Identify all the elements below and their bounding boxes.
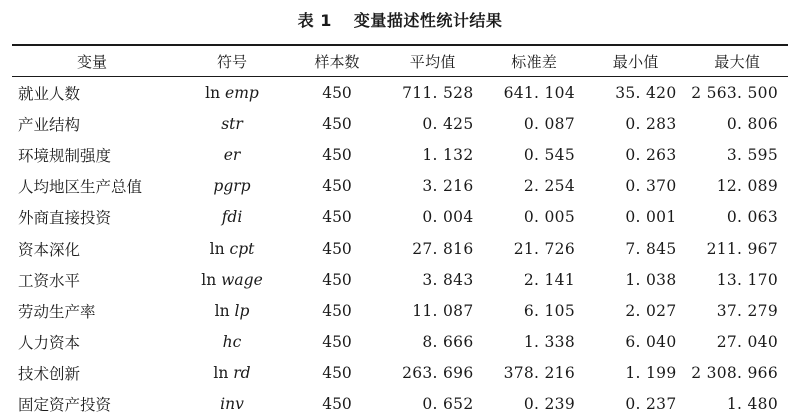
symbol-variable: er <box>223 145 241 164</box>
table-title: 变量描述性统计结果 <box>353 11 503 30</box>
symbol-log-prefix: ln <box>201 270 217 289</box>
symbol-variable: rd <box>233 364 251 383</box>
cell-variable: 外商直接投资 <box>18 209 112 228</box>
cell-symbol <box>172 202 292 233</box>
cell-min: 2. 027 <box>625 301 677 320</box>
cell-mean: 8. 666 <box>422 333 474 352</box>
cell-variable: 工资水平 <box>18 271 81 290</box>
cell-sample-size: 450 <box>322 83 352 102</box>
cell-mean: 711. 528 <box>402 83 474 102</box>
cell-std-dev: 1. 338 <box>523 333 575 352</box>
cell-min: 0. 283 <box>625 114 677 133</box>
cell-sample-size: 450 <box>322 145 352 164</box>
cell-symbol <box>172 358 292 389</box>
cell-mean: 27. 816 <box>412 239 474 258</box>
header-sample-size: 样本数 <box>314 52 360 71</box>
symbol-variable: inv <box>220 395 244 414</box>
cell-mean: 11. 087 <box>412 301 474 320</box>
table-caption <box>0 8 800 31</box>
cell-min: 7. 845 <box>625 239 677 258</box>
cell-sample-size: 450 <box>322 270 352 289</box>
cell-variable: 技术创新 <box>18 365 81 384</box>
symbol-log-prefix: ln <box>213 364 229 383</box>
header-variable: 变量 <box>76 52 107 71</box>
table-row <box>12 139 788 170</box>
cell-mean: 3. 216 <box>422 177 474 196</box>
cell-mean: 0. 652 <box>422 395 474 414</box>
cell-std-dev: 0. 087 <box>523 114 575 133</box>
cell-std-dev: 21. 726 <box>513 239 575 258</box>
cell-symbol <box>172 389 292 418</box>
cell-mean: 3. 843 <box>422 270 474 289</box>
cell-symbol <box>172 295 292 326</box>
cell-variable: 人均地区生产总值 <box>18 178 143 197</box>
header-symbol: 符号 <box>216 52 247 71</box>
header-max: 最大值 <box>714 52 761 71</box>
cell-max: 2 308. 966 <box>691 364 778 383</box>
table-row <box>12 202 788 233</box>
cell-variable: 资本深化 <box>18 240 81 259</box>
cell-min: 6. 040 <box>625 333 677 352</box>
symbol-log-prefix: ln <box>209 239 225 258</box>
cell-sample-size: 450 <box>322 364 352 383</box>
table-number: 表 1 <box>297 11 332 30</box>
symbol-variable: wage <box>221 270 263 289</box>
header-std-dev: 标准差 <box>511 52 558 71</box>
cell-sample-size: 450 <box>322 239 352 258</box>
cell-sample-size: 450 <box>322 177 352 196</box>
cell-sample-size: 450 <box>322 395 352 414</box>
cell-min: 0. 263 <box>625 145 677 164</box>
header-mean: 平均值 <box>409 52 456 71</box>
cell-max: 13. 170 <box>716 270 778 289</box>
table-header <box>12 45 788 77</box>
cell-max: 1. 480 <box>726 395 778 414</box>
cell-max: 2 563. 500 <box>691 83 778 102</box>
cell-mean: 0. 425 <box>422 114 474 133</box>
cell-mean: 1. 132 <box>422 145 474 164</box>
cell-max: 0. 806 <box>726 114 778 133</box>
cell-std-dev: 6. 105 <box>523 301 575 320</box>
symbol-variable: cpt <box>229 239 255 258</box>
cell-min: 0. 370 <box>625 177 677 196</box>
cell-max: 211. 967 <box>706 239 778 258</box>
symbol-variable: pgrp <box>213 177 251 196</box>
symbol-variable: lp <box>234 301 250 320</box>
cell-max: 12. 089 <box>716 177 778 196</box>
cell-std-dev: 641. 104 <box>503 83 575 102</box>
table-row <box>12 77 788 109</box>
symbol-variable: emp <box>225 83 259 102</box>
cell-variable: 人力资本 <box>18 334 81 353</box>
cell-symbol <box>172 327 292 358</box>
cell-std-dev: 378. 216 <box>503 364 575 383</box>
cell-std-dev: 2. 141 <box>523 270 575 289</box>
cell-mean: 0. 004 <box>422 208 474 227</box>
cell-symbol <box>172 171 292 202</box>
cell-std-dev: 2. 254 <box>523 177 575 196</box>
cell-symbol <box>172 108 292 139</box>
symbol-variable: fdi <box>221 208 243 227</box>
table-row <box>12 108 788 139</box>
cell-min: 1. 038 <box>625 270 677 289</box>
symbol-log-prefix: ln <box>205 83 221 102</box>
cell-variable: 产业结构 <box>18 115 81 134</box>
cell-std-dev: 0. 545 <box>523 145 575 164</box>
table-row <box>12 264 788 295</box>
cell-symbol <box>172 139 292 170</box>
cell-variable: 环境规制强度 <box>18 146 112 165</box>
cell-max: 37. 279 <box>716 301 778 320</box>
cell-std-dev: 0. 005 <box>523 208 575 227</box>
cell-mean: 263. 696 <box>402 364 474 383</box>
table-body <box>12 77 788 418</box>
cell-sample-size: 450 <box>322 208 352 227</box>
statistics-table <box>12 44 788 418</box>
cell-symbol <box>172 264 292 295</box>
table-row <box>12 327 788 358</box>
cell-max: 27. 040 <box>716 333 778 352</box>
cell-min: 0. 237 <box>625 395 677 414</box>
table-row <box>12 171 788 202</box>
symbol-log-prefix: ln <box>214 301 230 320</box>
cell-max: 3. 595 <box>726 145 778 164</box>
cell-max: 0. 063 <box>726 208 778 227</box>
cell-variable: 劳动生产率 <box>18 302 96 321</box>
cell-min: 35. 420 <box>615 83 677 102</box>
cell-variable: 固定资产投资 <box>18 396 112 415</box>
cell-symbol <box>172 233 292 264</box>
cell-min: 0. 001 <box>625 208 677 227</box>
symbol-variable: str <box>221 114 243 133</box>
cell-sample-size: 450 <box>322 333 352 352</box>
cell-sample-size: 450 <box>322 114 352 133</box>
table-row <box>12 358 788 389</box>
header-min: 最小值 <box>612 52 659 71</box>
table-row <box>12 233 788 264</box>
cell-sample-size: 450 <box>322 301 352 320</box>
table-row <box>12 295 788 326</box>
cell-symbol <box>172 77 292 109</box>
cell-std-dev: 0. 239 <box>523 395 575 414</box>
cell-min: 1. 199 <box>625 364 677 383</box>
header-row <box>12 45 788 77</box>
symbol-variable: hc <box>222 333 242 352</box>
cell-variable: 就业人数 <box>18 84 81 103</box>
table-row <box>12 389 788 418</box>
